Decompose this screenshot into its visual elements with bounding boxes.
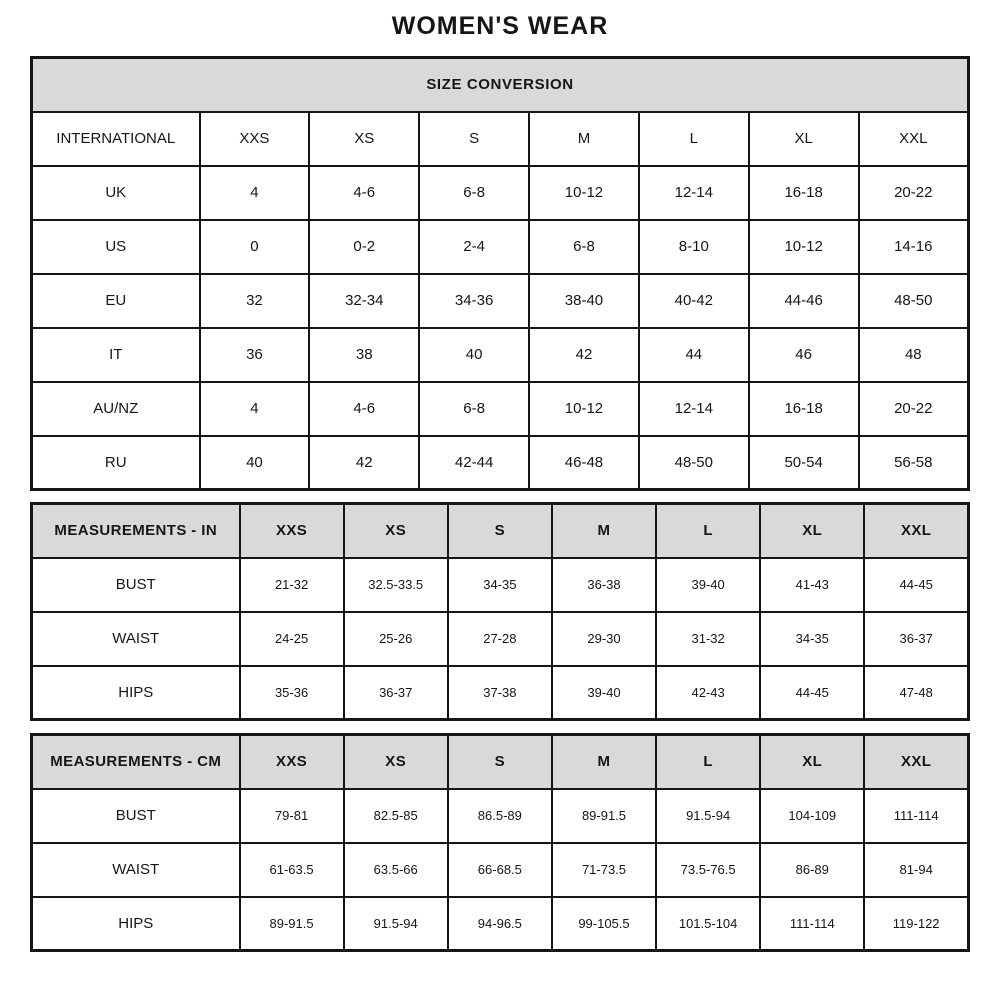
- value-cell: 111-114: [864, 789, 968, 843]
- row-label: IT: [32, 328, 200, 382]
- value-cell: 63.5-66: [344, 843, 448, 897]
- row-group-header: INTERNATIONAL: [32, 112, 200, 166]
- size-header: XL: [760, 735, 864, 789]
- value-cell: 42-44: [419, 436, 529, 490]
- row-label: WAIST: [32, 843, 240, 897]
- table-row: [32, 666, 969, 720]
- row-label: HIPS: [32, 897, 240, 951]
- value-cell: 4-6: [309, 382, 419, 436]
- size-header: S: [419, 112, 529, 166]
- value-cell: 29-30: [552, 612, 656, 666]
- value-cell: 37-38: [448, 666, 552, 720]
- value-cell: 35-36: [240, 666, 344, 720]
- value-cell: 32: [200, 274, 310, 328]
- value-cell: 34-35: [760, 612, 864, 666]
- value-cell: 41-43: [760, 558, 864, 612]
- header-row: [32, 504, 969, 558]
- value-cell: 6-8: [529, 220, 639, 274]
- value-cell: 40-42: [639, 274, 749, 328]
- value-cell: 10-12: [529, 166, 639, 220]
- value-cell: 12-14: [639, 166, 749, 220]
- value-cell: 61-63.5: [240, 843, 344, 897]
- value-cell: 42: [529, 328, 639, 382]
- size-header: S: [448, 504, 552, 558]
- value-cell: 48-50: [639, 436, 749, 490]
- value-cell: 42: [309, 436, 419, 490]
- value-cell: 36-38: [552, 558, 656, 612]
- table-title: SIZE CONVERSION: [32, 58, 969, 112]
- table-row: [32, 436, 969, 490]
- value-cell: 8-10: [639, 220, 749, 274]
- value-cell: 73.5-76.5: [656, 843, 760, 897]
- value-cell: 66-68.5: [448, 843, 552, 897]
- header-row: [32, 735, 969, 789]
- value-cell: 12-14: [639, 382, 749, 436]
- measurements-in-table: [30, 502, 970, 721]
- value-cell: 48-50: [859, 274, 969, 328]
- value-cell: 91.5-94: [344, 897, 448, 951]
- table-row: [32, 897, 969, 951]
- size-header: XS: [309, 112, 419, 166]
- row-label: WAIST: [32, 612, 240, 666]
- value-cell: 40: [419, 328, 529, 382]
- size-header: M: [552, 735, 656, 789]
- size-header: XL: [749, 112, 859, 166]
- table-row: [32, 612, 969, 666]
- table-row: [32, 328, 969, 382]
- value-cell: 111-114: [760, 897, 864, 951]
- value-cell: 40: [200, 436, 310, 490]
- value-cell: 91.5-94: [656, 789, 760, 843]
- table-title-row: [32, 58, 969, 112]
- table-row: [32, 789, 969, 843]
- row-label: HIPS: [32, 666, 240, 720]
- row-label: US: [32, 220, 200, 274]
- value-cell: 44-45: [760, 666, 864, 720]
- value-cell: 25-26: [344, 612, 448, 666]
- value-cell: 119-122: [864, 897, 968, 951]
- value-cell: 99-105.5: [552, 897, 656, 951]
- table-row: [32, 166, 969, 220]
- size-header: M: [552, 504, 656, 558]
- value-cell: 6-8: [419, 382, 529, 436]
- row-label: BUST: [32, 789, 240, 843]
- value-cell: 39-40: [552, 666, 656, 720]
- page-title: WOMEN'S WEAR: [391, 12, 609, 40]
- size-header: M: [529, 112, 639, 166]
- value-cell: 82.5-85: [344, 789, 448, 843]
- table-row: [32, 843, 969, 897]
- value-cell: 44: [639, 328, 749, 382]
- size-header: XXS: [200, 112, 310, 166]
- header-row: [32, 112, 969, 166]
- size-header: XS: [344, 735, 448, 789]
- value-cell: 71-73.5: [552, 843, 656, 897]
- size-header: XXL: [864, 504, 968, 558]
- value-cell: 16-18: [749, 166, 859, 220]
- value-cell: 42-43: [656, 666, 760, 720]
- value-cell: 79-81: [240, 789, 344, 843]
- value-cell: 86-89: [760, 843, 864, 897]
- value-cell: 50-54: [749, 436, 859, 490]
- value-cell: 36-37: [344, 666, 448, 720]
- size-header: S: [448, 735, 552, 789]
- size-header: XXL: [864, 735, 968, 789]
- value-cell: 38-40: [529, 274, 639, 328]
- row-label: EU: [32, 274, 200, 328]
- value-cell: 0: [200, 220, 310, 274]
- value-cell: 89-91.5: [240, 897, 344, 951]
- value-cell: 36: [200, 328, 310, 382]
- value-cell: 44-45: [864, 558, 968, 612]
- size-header: XS: [344, 504, 448, 558]
- value-cell: 27-28: [448, 612, 552, 666]
- size-header: XXS: [240, 504, 344, 558]
- row-label: RU: [32, 436, 200, 490]
- row-label: UK: [32, 166, 200, 220]
- value-cell: 38: [309, 328, 419, 382]
- row-group-header: MEASUREMENTS - CM: [32, 735, 240, 789]
- value-cell: 31-32: [656, 612, 760, 666]
- row-label: AU/NZ: [32, 382, 200, 436]
- value-cell: 44-46: [749, 274, 859, 328]
- value-cell: 104-109: [760, 789, 864, 843]
- value-cell: 32-34: [309, 274, 419, 328]
- value-cell: 20-22: [859, 382, 969, 436]
- value-cell: 46-48: [529, 436, 639, 490]
- value-cell: 86.5-89: [448, 789, 552, 843]
- row-label: BUST: [32, 558, 240, 612]
- row-group-header: MEASUREMENTS - IN: [32, 504, 240, 558]
- table-row: [32, 382, 969, 436]
- value-cell: 24-25: [240, 612, 344, 666]
- value-cell: 4: [200, 166, 310, 220]
- size-header: XL: [760, 504, 864, 558]
- value-cell: 16-18: [749, 382, 859, 436]
- value-cell: 4-6: [309, 166, 419, 220]
- value-cell: 2-4: [419, 220, 529, 274]
- value-cell: 94-96.5: [448, 897, 552, 951]
- value-cell: 10-12: [749, 220, 859, 274]
- value-cell: 4: [200, 382, 310, 436]
- value-cell: 32.5-33.5: [344, 558, 448, 612]
- value-cell: 34-35: [448, 558, 552, 612]
- value-cell: 21-32: [240, 558, 344, 612]
- value-cell: 46: [749, 328, 859, 382]
- value-cell: 14-16: [859, 220, 969, 274]
- value-cell: 56-58: [859, 436, 969, 490]
- value-cell: 47-48: [864, 666, 968, 720]
- value-cell: 48: [859, 328, 969, 382]
- measurements-cm-table: [30, 733, 970, 952]
- value-cell: 34-36: [419, 274, 529, 328]
- value-cell: 10-12: [529, 382, 639, 436]
- size-header: L: [656, 504, 760, 558]
- table-row: [32, 220, 969, 274]
- table-row: [32, 558, 969, 612]
- value-cell: 39-40: [656, 558, 760, 612]
- value-cell: 20-22: [859, 166, 969, 220]
- value-cell: 6-8: [419, 166, 529, 220]
- table-row: [32, 274, 969, 328]
- value-cell: 36-37: [864, 612, 968, 666]
- value-cell: 81-94: [864, 843, 968, 897]
- size-header: L: [639, 112, 749, 166]
- size-header: XXS: [240, 735, 344, 789]
- value-cell: 89-91.5: [552, 789, 656, 843]
- value-cell: 101.5-104: [656, 897, 760, 951]
- size-conversion-table: [30, 56, 970, 491]
- value-cell: 0-2: [309, 220, 419, 274]
- size-header: XXL: [859, 112, 969, 166]
- size-header: L: [656, 735, 760, 789]
